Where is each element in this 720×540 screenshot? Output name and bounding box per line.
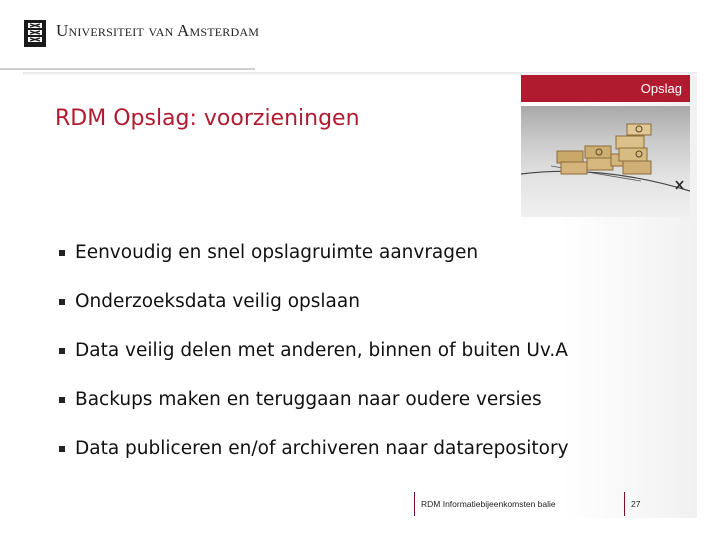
- bullet-text: Data veilig delen met anderen, binnen of buiten Uv.A: [75, 340, 568, 361]
- list-item: [59, 228, 679, 277]
- bullet-square-icon: [59, 348, 65, 354]
- bullet-list: [59, 228, 679, 473]
- bullet-square-icon: [59, 250, 65, 256]
- bullet-text: Eenvoudig en snel opslagruimte aanvragen: [75, 242, 479, 263]
- page-number: 27: [631, 499, 641, 509]
- footer-divider: [624, 492, 625, 516]
- bullet-square-icon: [59, 397, 65, 403]
- list-item: [59, 424, 679, 473]
- bullet-square-icon: [59, 446, 65, 452]
- header-divider: [0, 68, 255, 70]
- section-tag: Opslag: [521, 75, 690, 102]
- list-item: [59, 277, 679, 326]
- bullet-text: Backups maken en teruggaan naar oudere versies: [75, 389, 542, 410]
- bullet-square-icon: [59, 299, 65, 305]
- bullet-text: Onderzoeksdata veilig opslaan: [75, 291, 360, 312]
- org-name: Universiteit van Amsterdam: [56, 21, 260, 40]
- footer-divider: [414, 492, 415, 516]
- storage-tiles-image: [521, 106, 690, 217]
- list-item: [59, 326, 679, 375]
- header: [0, 0, 720, 70]
- uva-logo-icon: [24, 20, 46, 47]
- list-item: [59, 375, 679, 424]
- bullet-text: Data publiceren en/of archiveren naar datarepository: [75, 438, 569, 459]
- slide-title: RDM Opslag: voorzieningen: [55, 106, 360, 131]
- footer-text: RDM Informatiebijeenkomsten balie: [421, 499, 556, 509]
